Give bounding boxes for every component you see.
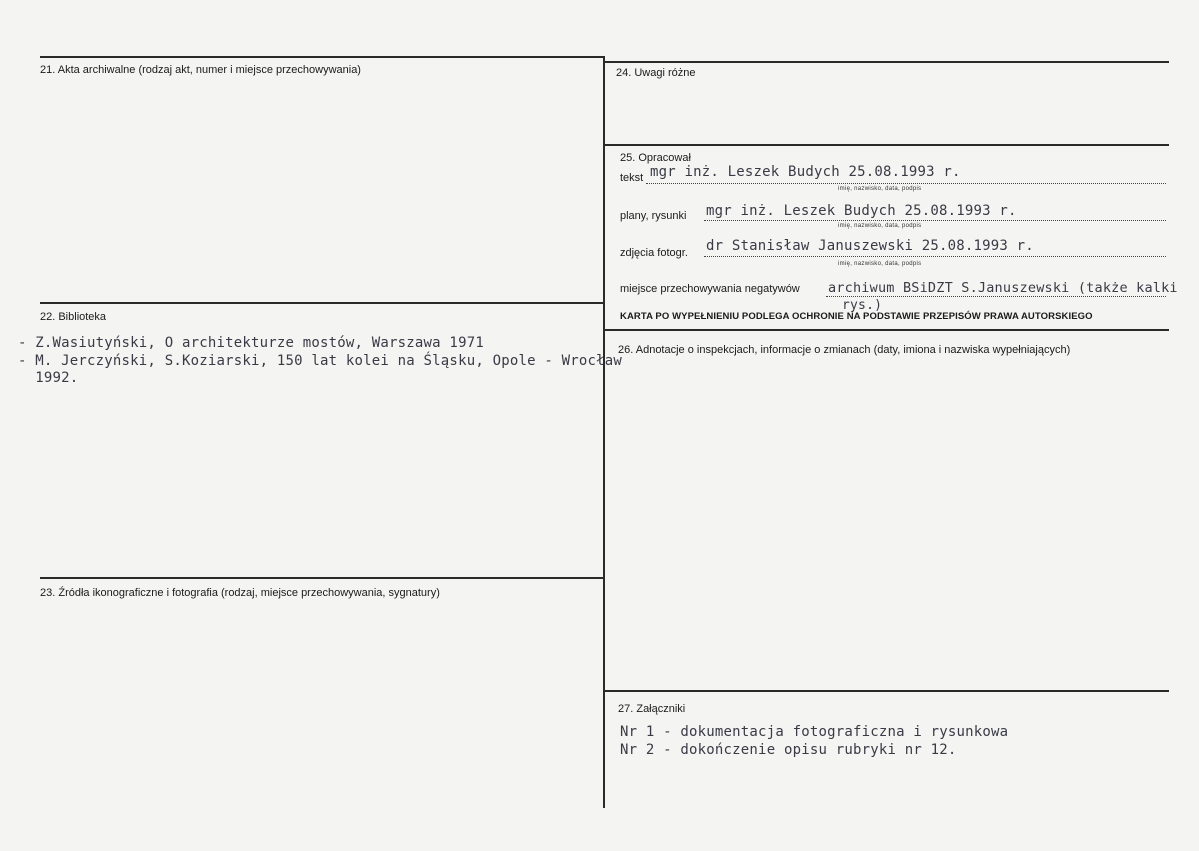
tekst-caption: imię, nazwisko, data, podpis xyxy=(838,186,922,192)
s22-entry-2: - M. Jerczyński, S.Koziarski, 150 lat kolei na Śląsku, Opole - Wrocław xyxy=(18,353,623,369)
left-top-rule xyxy=(40,56,605,58)
zdjecia-label: zdjęcia fotogr. xyxy=(620,247,688,259)
tekst-dotted-line xyxy=(646,183,1166,184)
s23-rule xyxy=(40,577,603,579)
s27-item-2: Nr 2 - dokończenie opisu rubryki nr 12. xyxy=(620,742,957,758)
plany-label: plany, rysunki xyxy=(620,210,687,222)
tekst-value: mgr inż. Leszek Budych 25.08.1993 r. xyxy=(650,164,961,180)
plany-dotted-line xyxy=(704,220,1166,221)
zdjecia-dotted-line xyxy=(704,256,1166,257)
plany-value: mgr inż. Leszek Budych 25.08.1993 r. xyxy=(706,203,1017,219)
copyright-notice: KARTA PO WYPEŁNIENIU PODLEGA OCHRONIE NA PODSTAWIE PRZEPISÓW PRAWA AUTORSKIEGO xyxy=(620,311,1093,322)
s21-title: 21. Akta archiwalne (rodzaj akt, numer i miejsce przechowywania) xyxy=(40,64,361,76)
right-top-rule xyxy=(605,61,1169,63)
s27-title: 27. Załączniki xyxy=(618,703,686,715)
s22-rule xyxy=(40,302,603,304)
s22-entry-3: 1992. xyxy=(18,370,79,386)
zdjecia-caption: imię, nazwisko, data, podpis xyxy=(838,261,922,267)
negatywy-label: miejsce przechowywania negatywów xyxy=(620,283,800,295)
s23-title: 23. Źródła ikonograficzne i fotografia (rodzaj, miejsce przechowywania, sygnatury) xyxy=(40,587,440,599)
s26-rule xyxy=(605,329,1169,331)
s24-title: 24. Uwagi różne xyxy=(616,67,696,79)
negatywy-value-2: rys.) xyxy=(842,298,883,313)
s27-item-1: Nr 1 - dokumentacja fotograficzna i rysunkowa xyxy=(620,724,1009,740)
s25-title: 25. Opracował xyxy=(620,152,691,164)
negatywy-value: archiwum BSiDZT S.Januszewski (także kalki xyxy=(828,280,1178,296)
negatywy-dotted-line xyxy=(826,296,1166,297)
s27-rule xyxy=(605,690,1169,692)
s22-title: 22. Biblioteka xyxy=(40,311,107,323)
center-divider xyxy=(603,56,605,808)
s22-entry-1: - Z.Wasiutyński, O architekturze mostów, Warszawa 1971 xyxy=(18,335,484,351)
zdjecia-value: dr Stanisław Januszewski 25.08.1993 r. xyxy=(706,238,1034,254)
s25-rule xyxy=(605,144,1169,146)
tekst-label: tekst xyxy=(620,172,644,184)
s26-title: 26. Adnotacje o inspekcjach, informacje o zmianach (daty, imiona i nazwiska wypełniających) xyxy=(618,344,1071,356)
plany-caption: imię, nazwisko, data, podpis xyxy=(838,223,922,229)
